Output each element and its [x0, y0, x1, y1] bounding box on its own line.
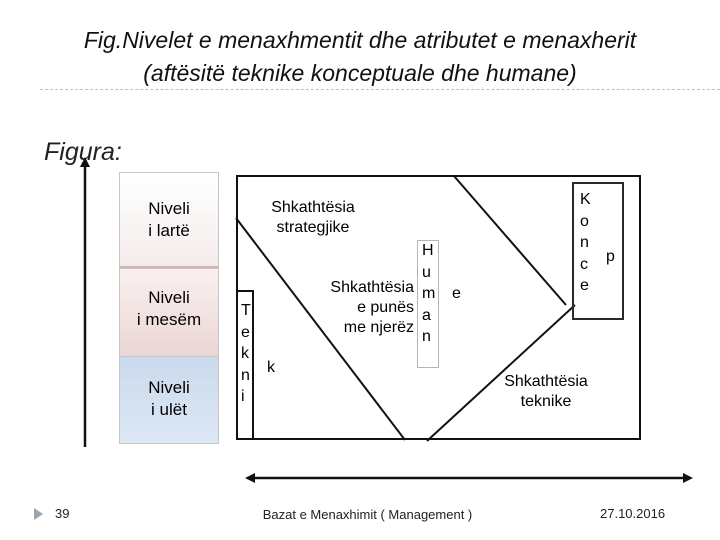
- strategic-skill-line-2: strategjike: [276, 219, 350, 236]
- human-vertical-text: [422, 240, 435, 348]
- conceptual-letter: o: [580, 212, 589, 230]
- technical-letter: e: [241, 323, 250, 341]
- conceptual-letter: c: [580, 255, 588, 273]
- technical-vertical-text: [241, 300, 251, 408]
- conceptual-letter: K: [580, 191, 591, 208]
- technical-letter: k: [241, 345, 249, 362]
- level-top-line-2: i lartë: [148, 221, 190, 240]
- level-box-middle: [119, 268, 219, 356]
- footer-course-title: Bazat e Menaxhimit ( Management ): [262, 507, 473, 522]
- conceptual-vertical-text: [580, 189, 591, 297]
- level-box-low: [119, 356, 219, 444]
- page-number: 39: [55, 506, 70, 521]
- human-letter: n: [422, 328, 431, 345]
- conceptual-letter: n: [580, 234, 589, 251]
- human-letter: a: [422, 306, 431, 324]
- human-skill-line-1: Shkathtësia: [330, 279, 414, 296]
- conceptual-letter: e: [580, 277, 589, 294]
- human-skill-line-3: me njerëz: [343, 319, 414, 336]
- level-top-line-1: Niveli: [148, 199, 190, 218]
- strategic-skill-label: [258, 198, 368, 238]
- level-middle-line-2: i mesëm: [136, 310, 202, 329]
- human-skill-label: [307, 278, 414, 338]
- footer-date: 27.10.2016: [600, 506, 666, 521]
- human-skill-line-2: e punës: [357, 299, 414, 316]
- human-letter: u: [422, 263, 431, 281]
- technical-letter: i: [241, 388, 245, 405]
- figure-subheading: Figura:: [44, 138, 122, 166]
- technical-skill-line-2: teknike: [520, 393, 572, 410]
- level-middle-line-1: Niveli: [148, 288, 190, 307]
- level-box-top: [119, 172, 219, 268]
- technical-skill-line-1: Shkathtësia: [504, 373, 588, 390]
- level-low-line-1: Niveli: [148, 378, 190, 397]
- human-letter: m: [422, 285, 436, 302]
- technical-letter: T: [241, 302, 251, 319]
- slide-title-line-2: (aftësitë teknike konceptuale dhe humane): [143, 60, 577, 86]
- technical-skill-label: [481, 372, 611, 412]
- slide-title-line-1: Fig.Nivelet e menaxhmentit dhe atributet e menaxherit: [83, 27, 637, 53]
- conceptual-vertical-extra: p: [606, 248, 615, 265]
- technical-letter: n: [241, 366, 250, 384]
- human-letter: H: [422, 242, 434, 259]
- strategic-skill-line-1: Shkathtësia: [271, 199, 355, 216]
- technical-vertical-extra: k: [267, 359, 275, 376]
- level-low-line-2: i ulët: [151, 400, 187, 419]
- page-marker-icon: [34, 508, 43, 520]
- human-vertical-extra: e: [452, 285, 461, 302]
